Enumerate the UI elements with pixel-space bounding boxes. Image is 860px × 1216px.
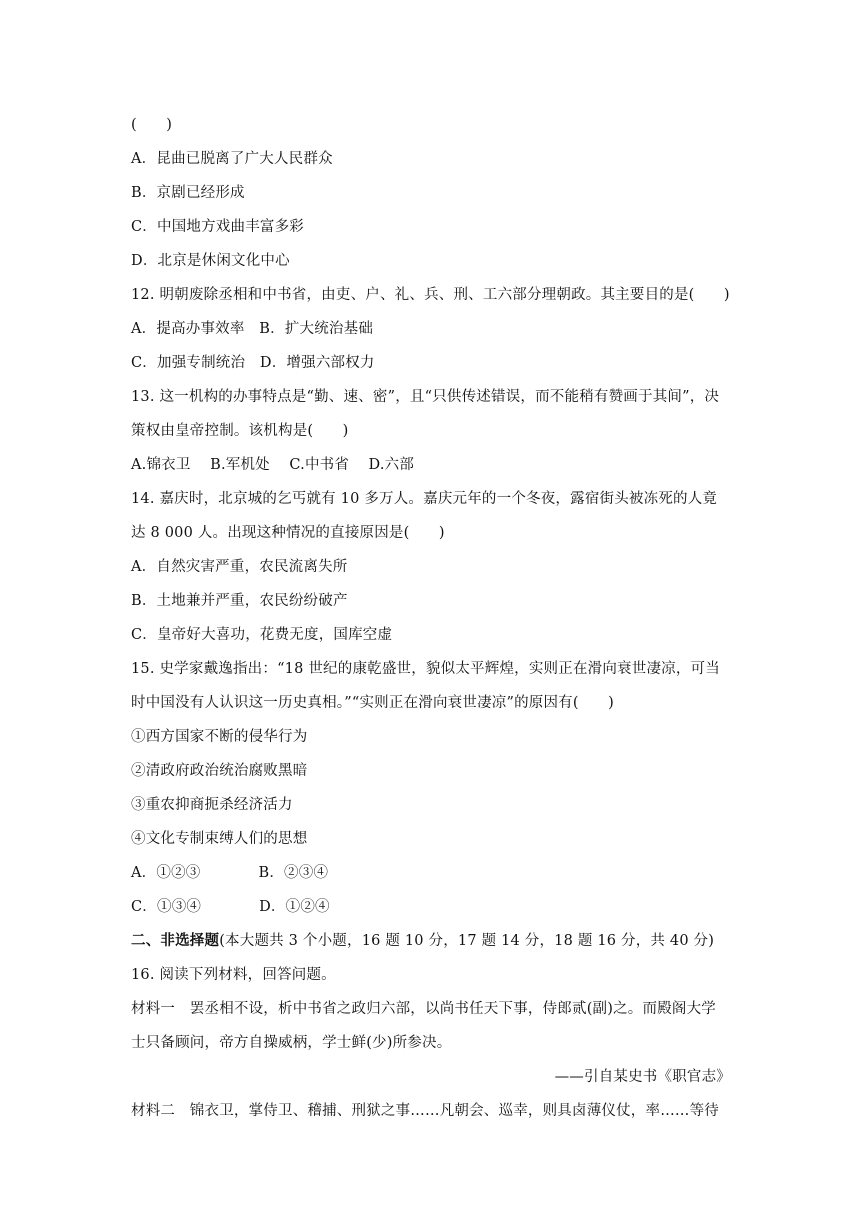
q14-option-a: A．自然灾害严重，农民流离失所 xyxy=(131,559,348,575)
q15-option-a: A．①②③ xyxy=(131,865,201,881)
q15-stem-line2: 时中国没有人认识这一历史真相。”“实则正在滑向衰世凄凉”的原因有( ) xyxy=(131,695,614,711)
q12-stem: 12. 明朝废除丞相和中书省，由吏、户、礼、兵、刑、工六部分理朝政。其主要目的是( ) xyxy=(131,287,730,303)
q11-answer-blank: ( ) xyxy=(131,117,173,133)
q12-options-cd: C．加强专制统治 D．增强六部权力 xyxy=(131,355,375,371)
section2-header xyxy=(131,924,731,958)
q13-options: A.锦衣卫 B.军机处 C.中书省 D.六部 xyxy=(131,457,415,473)
q15-item-2: ②清政府政治统治腐败黑暗 xyxy=(131,763,308,779)
q12-options-ab: A．提高办事效率 B．扩大统治基础 xyxy=(131,321,374,337)
q14-stem-line1: 14. 嘉庆时，北京城的乞丐就有 10 多万人。嘉庆元年的一个冬夜，露宿街头被冻死的人竟 xyxy=(131,491,718,507)
q11-option-d: D．北京是休闲文化中心 xyxy=(131,253,290,269)
q13-stem-line2: 策权由皇帝控制。该机构是( ) xyxy=(131,423,349,439)
document-page xyxy=(131,108,731,1128)
q15-item-3: ③重农抑商扼杀经济活力 xyxy=(131,797,293,813)
section2-heading: 二、非选择题 xyxy=(131,932,220,949)
q16-prompt: 16. 阅读下列材料，回答问题。 xyxy=(131,967,336,983)
q15-item-4: ④文化专制束缚人们的思想 xyxy=(131,831,308,847)
q15-option-b: B．②③④ xyxy=(258,865,329,881)
q14-option-b: B．土地兼并严重，农民纷纷破产 xyxy=(131,593,348,609)
q15-stem-line1: 15. 史学家戴逸指出：“18 世纪的康乾盛世，貌似太平辉煌，实则正在滑向衰世凄凉，可当 xyxy=(131,661,720,677)
q16-material1-line1: 材料一 罢丞相不设，析中书省之政归六部，以尚书任天下事，侍郎贰(副)之。而殿阁大学 xyxy=(131,1001,717,1017)
q15-option-d: D．①②④ xyxy=(259,899,330,915)
q16-material1-source: ——引自某史书《职官志》 xyxy=(554,1069,731,1085)
q11-option-b: B．京剧已经形成 xyxy=(131,185,245,201)
section2-note: (本大题共 3 个小题，16 题 10 分，17 题 14 分，18 题 16 分，共 40 分) xyxy=(219,933,715,949)
q15-options-cd xyxy=(131,890,731,924)
q15-item-1: ①西方国家不断的侵华行为 xyxy=(131,729,308,745)
q15-options-ab xyxy=(131,856,731,890)
q14-option-c: C．皇帝好大喜功，花费无度，国库空虚 xyxy=(131,627,393,643)
q14-stem-line2: 达 8 000 人。出现这种情况的直接原因是( ) xyxy=(131,525,445,541)
q11-option-c: C．中国地方戏曲丰富多彩 xyxy=(131,219,304,235)
q11-option-a: A．昆曲已脱离了广大人民群众 xyxy=(131,151,333,167)
q13-stem-line1: 13. 这一机构的办事特点是“勤、速、密”，且“只供传述错误，而不能稍有赞画于其间”，决 xyxy=(131,389,720,405)
q16-material1-line2: 士只备顾问，帝方自操威柄，学士鲜(少)所参决。 xyxy=(131,1035,452,1051)
q16-material2-line1: 材料二 锦衣卫，掌侍卫、稽捕、刑狱之事……凡朝会、巡幸，则具卤薄仪仗，率……等待 xyxy=(131,1103,719,1119)
q15-option-c: C．①③④ xyxy=(131,899,202,915)
